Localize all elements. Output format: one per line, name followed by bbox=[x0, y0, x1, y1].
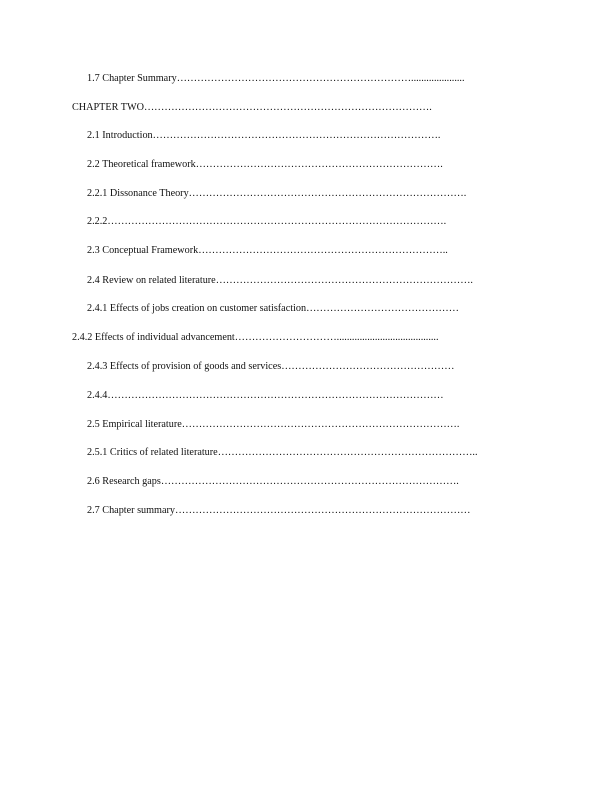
toc-entry-title: 2.2 Theoretical framework bbox=[87, 159, 196, 170]
toc-entry-1-7 bbox=[87, 72, 465, 86]
toc-dot-leader: ……………………………………… bbox=[306, 303, 459, 314]
toc-entry-title: 2.3 Conceptual Framework bbox=[87, 245, 199, 256]
toc-entry-title: 1.7 Chapter Summary bbox=[87, 73, 177, 84]
toc-dot-leader: …………………………........................................ bbox=[234, 332, 439, 343]
toc-entry-2-4-2 bbox=[72, 331, 439, 345]
toc-dot-leader: …………………………………………… bbox=[281, 361, 455, 372]
toc-entry-2-2 bbox=[87, 158, 443, 172]
toc-entry-2-4-1 bbox=[87, 302, 459, 316]
toc-entry-title: 2.4.3 Effects of provision of goods and services bbox=[87, 361, 282, 372]
toc-entry-2-1 bbox=[87, 129, 440, 143]
toc-dot-leader: ………………………………………………………………. bbox=[195, 159, 443, 170]
toc-entry-2-4-3 bbox=[87, 360, 454, 374]
toc-entry-2-2-2 bbox=[87, 215, 446, 229]
toc-entry-2-3 bbox=[87, 244, 448, 258]
toc-entry-title: 2.5 Empirical literature bbox=[87, 419, 182, 430]
toc-dot-leader: ………………………………………………………………….. bbox=[217, 447, 478, 458]
toc-dot-leader: ……………………………………………………………….. bbox=[198, 245, 448, 256]
toc-entry-title: CHAPTER TWO bbox=[72, 102, 144, 113]
toc-entry-title: 2.4.1 Effects of jobs creation on customer satisfaction bbox=[87, 303, 307, 314]
toc-dot-leader: …………………………………………………………………. bbox=[215, 275, 473, 286]
toc-entry-2-7 bbox=[87, 504, 470, 518]
toc-dot-leader: …………………………………………………………………………. bbox=[143, 102, 432, 113]
toc-dot-leader: ……………………………………………………………..................... bbox=[176, 73, 465, 84]
toc-entry-2-4-4 bbox=[87, 389, 444, 403]
toc-entry-2-5-1 bbox=[87, 446, 477, 460]
toc-dot-leader: …………………………………………………………………………… bbox=[175, 505, 471, 516]
toc-dot-leader: ………………………………………………………………………. bbox=[188, 188, 467, 199]
toc-entry-chapter-two bbox=[72, 101, 432, 115]
toc-dot-leader: ……………………………………………………………………………. bbox=[160, 476, 459, 487]
toc-entry-title: 2.5.1 Critics of related literature bbox=[87, 447, 218, 458]
toc-dot-leader: ………………………………………………………………………………………. bbox=[107, 216, 447, 227]
toc-entry-title: 2.1 Introduction bbox=[87, 130, 153, 141]
toc-entry-title: 2.4.2 Effects of individual advancement bbox=[72, 332, 235, 343]
toc-entry-title: 2.4 Review on related literature bbox=[87, 275, 216, 286]
toc-dot-leader: …………………………………………………………………………. bbox=[152, 130, 441, 141]
toc-entry-title: 2.7 Chapter summary bbox=[87, 505, 175, 516]
toc-entry-2-2-1 bbox=[87, 187, 466, 201]
toc-entry-title: 2.4.4 bbox=[87, 390, 108, 401]
toc-dot-leader: ………………………………………………………………………. bbox=[181, 419, 460, 430]
toc-entry-title: 2.2.2 bbox=[87, 216, 108, 227]
toc-entry-2-5 bbox=[87, 418, 459, 432]
toc-entry-title: 2.2.1 Dissonance Theory bbox=[87, 188, 189, 199]
toc-entry-title: 2.6 Research gaps bbox=[87, 476, 161, 487]
toc-dot-leader: ……………………………………………………………………………………… bbox=[107, 390, 444, 401]
toc-entry-2-4 bbox=[87, 274, 473, 288]
toc-entry-2-6 bbox=[87, 475, 459, 489]
